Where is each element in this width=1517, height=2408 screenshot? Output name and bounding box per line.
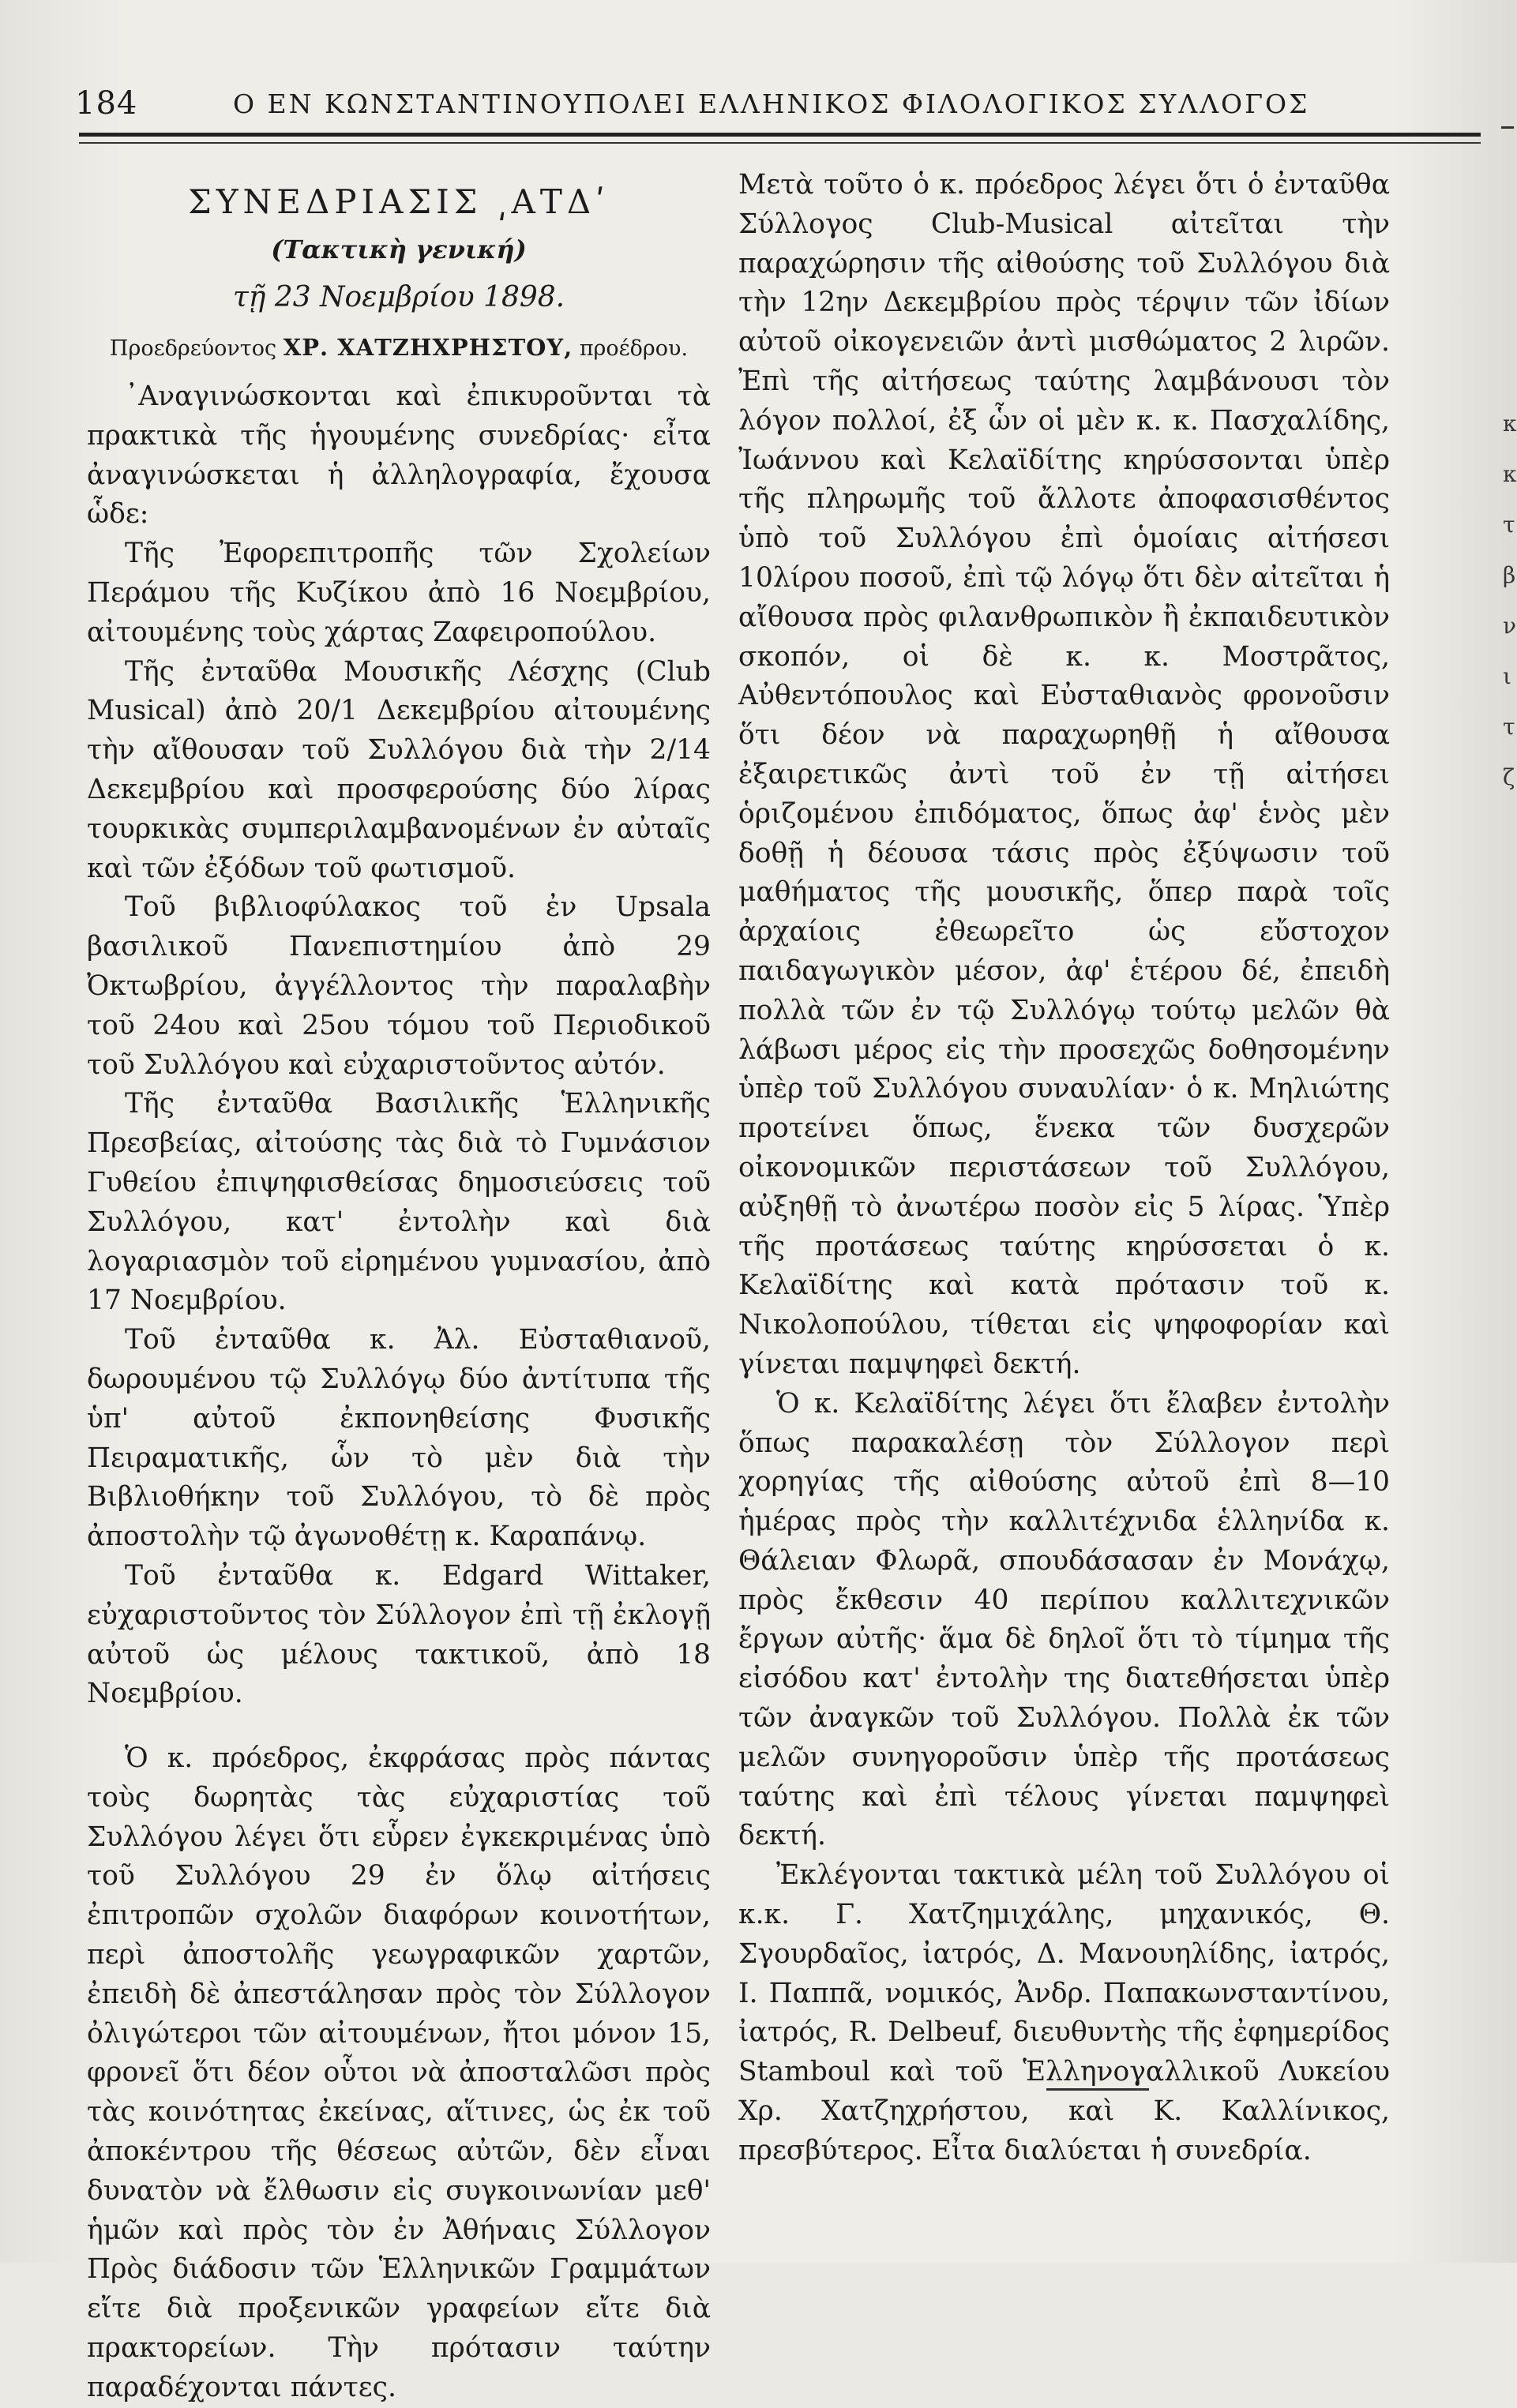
margin-letter: ν bbox=[1503, 613, 1517, 639]
running-title: Ο ΕΝ ΚΩΝΣΤΑΝΤΙΝΟΥΠΟΛΕΙ ΕΛΛΗΝΙΚΟΣ ΦΙΛΟΛΟΓΙΚΟΣ ΣΥΛΛΟΓΟΣ bbox=[233, 88, 1310, 119]
margin-letter: τ bbox=[1503, 512, 1515, 538]
margin-letter: τ bbox=[1503, 714, 1515, 740]
presiding-pre: Προεδρεύοντος bbox=[109, 336, 277, 361]
margin-letter: ζ bbox=[1503, 764, 1515, 790]
presiding-name: ΧΡ. ΧΑΤΖΗΧΡΗΣΤΟΥ, bbox=[283, 334, 573, 361]
paragraph: Τῆς ἐνταῦθα Μουσικῆς Λέσχης (Club Musical) ἀπὸ 20/1 Δεκεμβρίου αἰτουμένης τὴν αἴθουσαν τοῦ Συλλόγου διὰ τὴν 2/14 Δεκεμβρίου καὶ προσφερούσης δύο λίρας τουρκικὰς συμπεριλαμβανομένων ἐν αὐταῖς καὶ τῶν ἐξόδων τοῦ φωτισμοῦ. bbox=[87, 655, 711, 884]
presiding-post: προέδρου. bbox=[579, 336, 689, 361]
left-column bbox=[87, 166, 711, 2408]
margin-letter: β bbox=[1503, 562, 1516, 588]
presiding-line bbox=[87, 325, 711, 371]
paragraph: Ἐκλέγονται τακτικὰ μέλη τοῦ Συλλόγου οἱ κ.κ. Γ. Χατζημιχάλης, μηχανικός, Θ. Σγουρδαῖος, ἰατρός, Δ. Μανουηλίδης, ἰατρός, Ι. Παππᾶ, νομικός, Ἀνδρ. Παπακωνσταντίνου, ἰατρός, R. Delbeuf, διευθυντὴς τῆς ἐφημερίδος Stamboul καὶ τοῦ Ἑλληνογαλλικοῦ Λυκείου Χρ. Χατζηχρήστου, καὶ Κ. Καλλίνικος, πρεσβύτερος. Εἶτα διαλύεται ἡ συνεδρία. bbox=[738, 1859, 1390, 2166]
margin-letter: κ bbox=[1503, 411, 1517, 437]
right-column bbox=[738, 166, 1390, 2171]
paragraph: Τῆς Ἐφορεπιτροπῆς τῶν Σχολείων Περάμου τῆς Κυζίκου ἀπὸ 16 Νοεμβρίου, αἰτουμένης τοὺς χάρτας Ζαφειροπούλου. bbox=[87, 538, 711, 648]
paragraph: Ὁ κ. Κελαϊδίτης λέγει ὅτι ἔλαβεν ἐντολὴν ὅπως παρακαλέσῃ τὸν Σύλλογον περὶ χορηγίας τῆς αἰθούσης αὐτοῦ ἐπὶ 8—10 ἡμέρας πρὸς τὴν καλλιτέχνιδα ἑλληνίδα κ. Θάλειαν Φλωρᾶ, σπουδάσασαν ἐν Μονάχῳ, πρὸς ἔκθεσιν 40 περίπου καλλιτεχνικῶν ἔργων αὐτῆς· ἅμα δὲ δηλοῖ ὅτι τὸ τίμημα τῆς εἰσόδου κατ' ἐντολὴν της διατεθήσεται ὑπὲρ τῶν ἀναγκῶν τοῦ Συλλόγου. Πολλὰ ἐκ τῶν μελῶν συνηγοροῦσιν ὑπὲρ τῆς προτάσεως ταύτης καὶ ἐπὶ τέλους γίνεται παμψηφεὶ δεκτή. bbox=[738, 1387, 1390, 1852]
closing-rule bbox=[1046, 2088, 1149, 2091]
paragraph: Τοῦ ἐνταῦθα κ. Ἀλ. Εὐσταθιανοῦ, δωρουμένου τῷ Συλλόγῳ δύο ἀντίτυπα τῆς ὑπ' αὐτοῦ ἐκπονηθείσης Φυσικῆς Πειραματικῆς, ὧν τὸ μὲν διὰ τὴν Βιβλιοθήκην τοῦ Συλλόγου, τὸ δὲ πρὸς ἀποστολὴν τῷ ἀγωνοθέτῃ κ. Καραπάνῳ. bbox=[87, 1324, 711, 1553]
margin-letter: ι bbox=[1503, 663, 1511, 689]
session-date: τῇ 23 Νοεμβρίου 1898. bbox=[232, 281, 565, 313]
adjacent-page-edge bbox=[1503, 399, 1517, 803]
header-rule-thin bbox=[79, 142, 1481, 144]
paragraph: Ὁ κ. πρόεδρος, ἐκφράσας πρὸς πάντας τοὺς δωρητὰς τὰς εὐχαριστίας τοῦ Συλλόγου λέγει ὅτι εὗρεν ἐγκεκριμένας ὑπὸ τοῦ Συλλόγου 29 ἐν ὅλῳ αἰτήσεις ἐπιτροπῶν σχολῶν διαφόρων κοινοτήτων, περὶ ἀποστολῆς γεωγραφικῶν χαρτῶν, ἐπειδὴ δὲ ἀπεστάλησαν πρὸς τὸν Σύλλογον ὀλιγώτεροι τῶν αἰτουμένων, ἤτοι μόνον 15, φρονεῖ ὅτι δέον οὗτοι νὰ ἀποσταλῶσι πρὸς τὰς κοινότητας ἐκείνας, αἵτινες, ὡς ἐκ τοῦ ἀποκέντρου τῆς θέσεως αὐτῶν, δὲν εἶναι δυνατὸν νὰ ἔλθωσιν εἰς συγκοινωνίαν μεθ' ἡμῶν καὶ πρὸς τὸν ἐν Ἀθήναις Σύλλογον Πρὸς διάδοσιν τῶν Ἑλληνικῶν Γραμμάτων εἴτε διὰ προξενικῶν γραφείων εἴτε διὰ πρακτορείων. Τὴν πρότασιν ταύτην παραδέχονται πάντες. bbox=[87, 1742, 711, 2403]
paragraph: Τῆς ἐνταῦθα Βασιλικῆς Ἑλληνικῆς Πρεσβείας, αἰτούσης τὰς διὰ τὸ Γυμνάσιον Γυθείου ἐπιψηφισθείσας δημοσιεύσεις τοῦ Συλλόγου, κατ' ἐντολὴν καὶ διὰ λογαριασμὸν τοῦ εἰρημένου γυμνασίου, ἀπὸ 17 Νοεμβρίου. bbox=[87, 1088, 711, 1317]
page-header bbox=[75, 79, 1481, 126]
paragraph: ᾿Αναγινώσκονται καὶ ἐπικυροῦνται τὰ πρακτικὰ τῆς ἡγουμένης συνεδρίας· εἶτα ἀναγινώσκεται ἡ ἀλληλογραφία, ἔχουσα ὧδε: bbox=[87, 381, 711, 531]
page-number: 184 bbox=[75, 85, 138, 122]
session-subtitle: (Τακτικὴ γενική) bbox=[271, 234, 527, 264]
paragraph: Τοῦ ἐνταῦθα κ. Edgard Wittaker, εὐχαριστοῦντος τὸν Σύλλογον ἐπὶ τῇ ἐκλογῇ αὐτοῦ ὡς μέλους τακτικοῦ, ἀπὸ 18 Νοεμβρίου. bbox=[87, 1559, 711, 1710]
margin-letter: κ bbox=[1503, 461, 1517, 487]
session-title: ΣΥΝΕΔΡΙΑΣΙΣ ͵ΑΤΔʹ bbox=[188, 182, 610, 221]
header-rule-thick bbox=[79, 133, 1481, 137]
paragraph: Μετὰ τοῦτο ὁ κ. πρόεδρος λέγει ὅτι ὁ ἐνταῦθα Σύλλογος Club-Musical αἰτεῖται τὴν παραχώρησιν τῆς αἰθούσης τοῦ Συλλόγου διὰ τὴν 12ην Δεκεμβρίου πρὸς τέρψιν τῶν ἰδίων αὐτοῦ οἰκογενειῶν ἀντὶ μισθώματος 2 λιρῶν. Ἐπὶ τῆς αἰτήσεως ταύτης λαμβάνουσι τὸν λόγον πολλοί, ἐξ ὧν οἱ μὲν κ. κ. Πασχαλίδης, Ἰωάννου καὶ Κελαϊδίτης κηρύσσονται ὑπὲρ τῆς πληρωμῆς τοῦ ἄλλοτε ἀποφασισθέντος ὑπὸ τοῦ Συλλόγου ἐπὶ ὁμοίαις αἰτήσεσι 10λίρου ποσοῦ, ἐπὶ τῷ λόγῳ ὅτι δὲν αἰτεῖται ἡ αἴθουσα πρὸς φιλανθρωπικὸν ἢ ἐκπαιδευτικὸν σκοπόν, οἱ δὲ κ. κ. Μοστρᾶτος, Αὐθεντόπουλος καὶ Εὐσταθιανὸς φρονοῦσιν ὅτι δέον νὰ παραχωρηθῇ ἡ αἴθουσα ἐξαιρετικῶς ἀντὶ τοῦ ἐν τῇ αἰτήσει ὁριζομένου ἐπιδόματος, ὅπως ἀφ' ἑνὸς μὲν δοθῇ ἡ δέουσα τάσις πρὸς ἐξύψωσιν τοῦ μαθήματος τῆς μουσικῆς, ὅπερ παρὰ τοῖς ἀρχαίοις ἐθεωρεῖτο ὡς εὔστοχον παιδαγωγικὸν μέσον, ἀφ' ἑτέρου δέ, ἐπειδὴ πολλὰ τῶν ἐν τῷ Συλλόγῳ τούτῳ μελῶν θὰ λάβωσι μέρος εἰς τὴν προσεχῶς δοθησομένην ὑπὲρ τοῦ Συλλόγου συναυλίαν· ὁ κ. Μηλιώτης προτείνει ὅπως, ἕνεκα τῶν δυσχερῶν οἰκονομικῶν περιστάσεων τοῦ Συλλόγου, αὐξηθῇ τὸ ἀνωτέρω ποσὸν εἰς 5 λίρας. Ὑπὲρ τῆς προτάσεως ταύτης κηρύσσεται ὁ κ. Κελαϊδίτης καὶ κατὰ πρότασιν τοῦ κ. Νικολοπούλου, τίθεται εἰς ψηφοφορίαν καὶ γίνεται παμψηφεὶ δεκτή. bbox=[738, 169, 1390, 1380]
paragraph: Τοῦ βιβλιοφύλακος τοῦ ἐν Upsala βασιλικοῦ Πανεπιστημίου ἀπὸ 29 Ὀκτωβρίου, ἀγγέλλοντος τὴν παραλαβὴν τοῦ 24ου καὶ 25ου τόμου τοῦ Περιοδικοῦ τοῦ Συλλόγου καὶ εὐχαριστοῦντος αὐτόν. bbox=[87, 891, 711, 1081]
edge-mark bbox=[1501, 126, 1514, 129]
